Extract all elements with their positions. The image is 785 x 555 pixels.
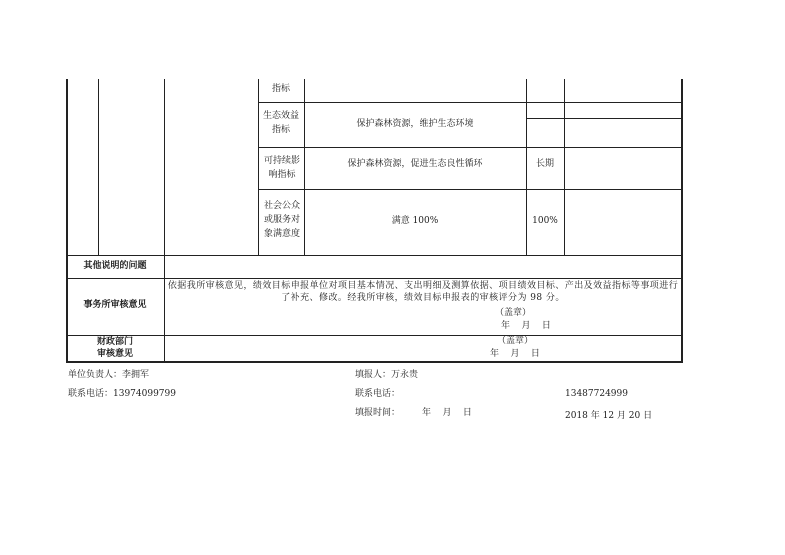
- label-zhibiao: 指标: [271, 84, 290, 94]
- fill-time-label: 填报时间：: [355, 408, 401, 418]
- label-satisfaction: 社会公众或服务对象满意度: [263, 201, 300, 239]
- label-sustain: 可持续影响指标: [263, 156, 300, 180]
- filler: 填报人：万永贵: [355, 370, 419, 380]
- content-ecology: 保护森林资源，维护生态环境: [356, 119, 474, 129]
- phone-right-value: 13487724999: [565, 389, 628, 399]
- finance-date: 年 月 日: [490, 349, 540, 359]
- audit-text: 依据我所审核意见，绩效目标申报单位对项目基本情况、支出明细及测算依据、项目绩效目标、产出及效益指标等事项进行了补充、修改。经我所审核，绩效目标申报表的审核评分为 98 分。: [167, 281, 679, 303]
- label-ecology: 生态效益指标: [262, 111, 299, 135]
- label-other-issues: 其他说明的问题: [83, 261, 147, 271]
- label-finance-2: 审核意见: [96, 349, 133, 359]
- phone-left: 联系电话：13974099799: [68, 389, 176, 399]
- value-satisfaction: 100%: [532, 216, 558, 226]
- label-finance-1: 财政部门: [96, 337, 133, 347]
- content-satisfaction: 满意 100%: [391, 216, 439, 226]
- unit-head: 单位负责人：李拥军: [68, 370, 150, 380]
- fill-time-blank: 年 月 日: [422, 408, 472, 418]
- label-audit: 事务所审核意见: [83, 300, 147, 310]
- finance-seal: （盖章）: [497, 336, 534, 346]
- content-sustain: 保护森林资源，促进生态良性循环: [347, 159, 483, 169]
- value-sustain: 长期: [535, 159, 554, 169]
- fill-date: 2018 年 12 月 20 日: [565, 411, 653, 421]
- audit-seal: （盖章）: [495, 308, 532, 318]
- audit-date: 年 月 日: [501, 321, 551, 331]
- phone-right-label: 联系电话：: [355, 389, 401, 399]
